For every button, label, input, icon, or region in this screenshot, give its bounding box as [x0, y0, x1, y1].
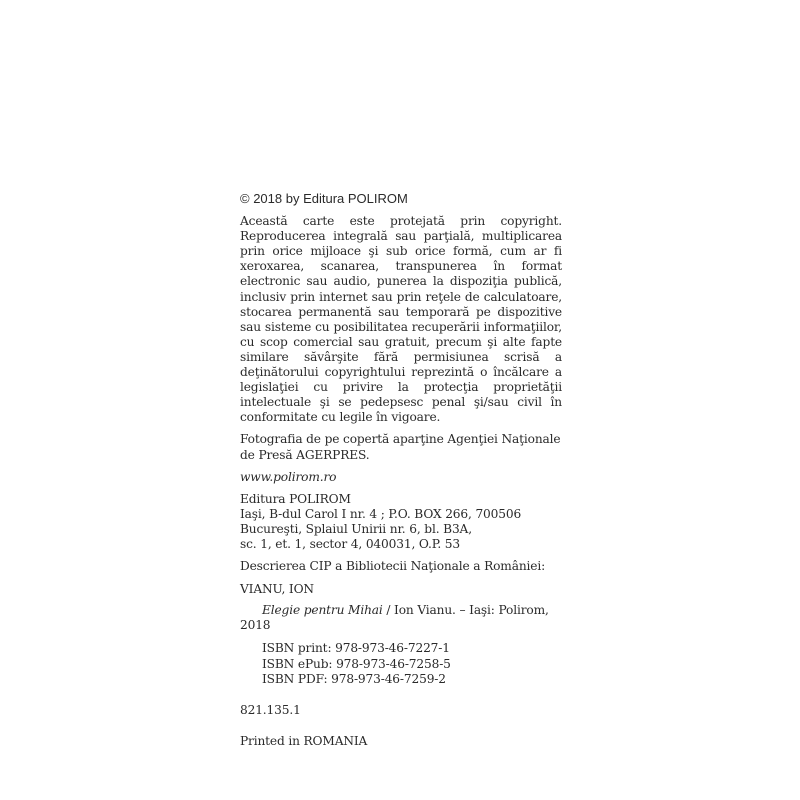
- isbn-list: [240, 641, 562, 686]
- isbn-row: ISBN print: 978-973-46-7227-1: [262, 641, 450, 656]
- book-title: Elegie pentru Mihai: [262, 603, 383, 618]
- address-line: Iaşi, B-dul Carol I nr. 4 ; P.O. BOX 266, 700506: [240, 506, 522, 521]
- cip-entry: [240, 603, 562, 633]
- legal-notice: Această carte este protejată prin copyright. Reproducerea integrală sau parţială, multiplicarea prin orice mijloace şi sub orice formă, cum ar fi xeroxarea, scanarea, transpunerea în format electronic sau audio, punerea la dispoziţia publică, inclusiv prin internet sau prin reţele de calculatoare, stocarea permanentă sau temporară pe dispozitive sau sisteme cu posibilitatea recuperării informaţiilor, cu scop comercial sau gratuit, precum şi alte fapte similare săvârşite fără permisiunea scrisă a deţinătorului copyrightului reprezintă o încălcare a legislaţiei cu privire la protecţia proprietăţii intelectuale şi se pedepsesc penal şi/sau civil în conformitate cu legile în vigoare.: [240, 214, 562, 425]
- publisher-address: [240, 492, 562, 552]
- address-line: Bucureşti, Splaiul Unirii nr. 6, bl. B3A,: [240, 521, 472, 536]
- cip-heading: Descrierea CIP a Bibliotecii Naţionale a României:: [240, 559, 546, 574]
- isbn-row: ISBN PDF: 978-973-46-7259-2: [262, 671, 446, 686]
- isbn-label: ISBN ePub: [262, 656, 329, 671]
- cip-classification: 821.135.1: [240, 702, 301, 717]
- address-line: sc. 1, et. 1, sector 4, 040031, O.P. 53: [240, 536, 460, 551]
- cip-entry-details: / Ion Vianu. – Iaşi: Polirom, 2018: [240, 603, 549, 633]
- printed-in: Printed in ROMANIA: [240, 733, 368, 748]
- copyright-notice: © 2018 by Editura POLIROM: [240, 191, 408, 206]
- isbn-row: ISBN ePub: 978-973-46-7258-5: [262, 656, 451, 671]
- copyright-page: [240, 191, 562, 749]
- isbn-label: ISBN print: [262, 641, 328, 656]
- publisher-name: Editura POLIROM: [240, 491, 351, 506]
- isbn-label: ISBN PDF: [262, 671, 324, 686]
- isbn-value: 978-973-46-7227-1: [335, 641, 450, 656]
- isbn-value: 978-973-46-7258-5: [336, 656, 451, 671]
- isbn-value: 978-973-46-7259-2: [331, 671, 446, 686]
- publisher-website[interactable]: www.polirom.ro: [240, 469, 337, 484]
- cip-author: VIANU, ION: [240, 582, 314, 597]
- photo-credit: Fotografia de pe copertă aparţine Agenţiei Naţionale de Presă AGERPRES.: [240, 432, 561, 462]
